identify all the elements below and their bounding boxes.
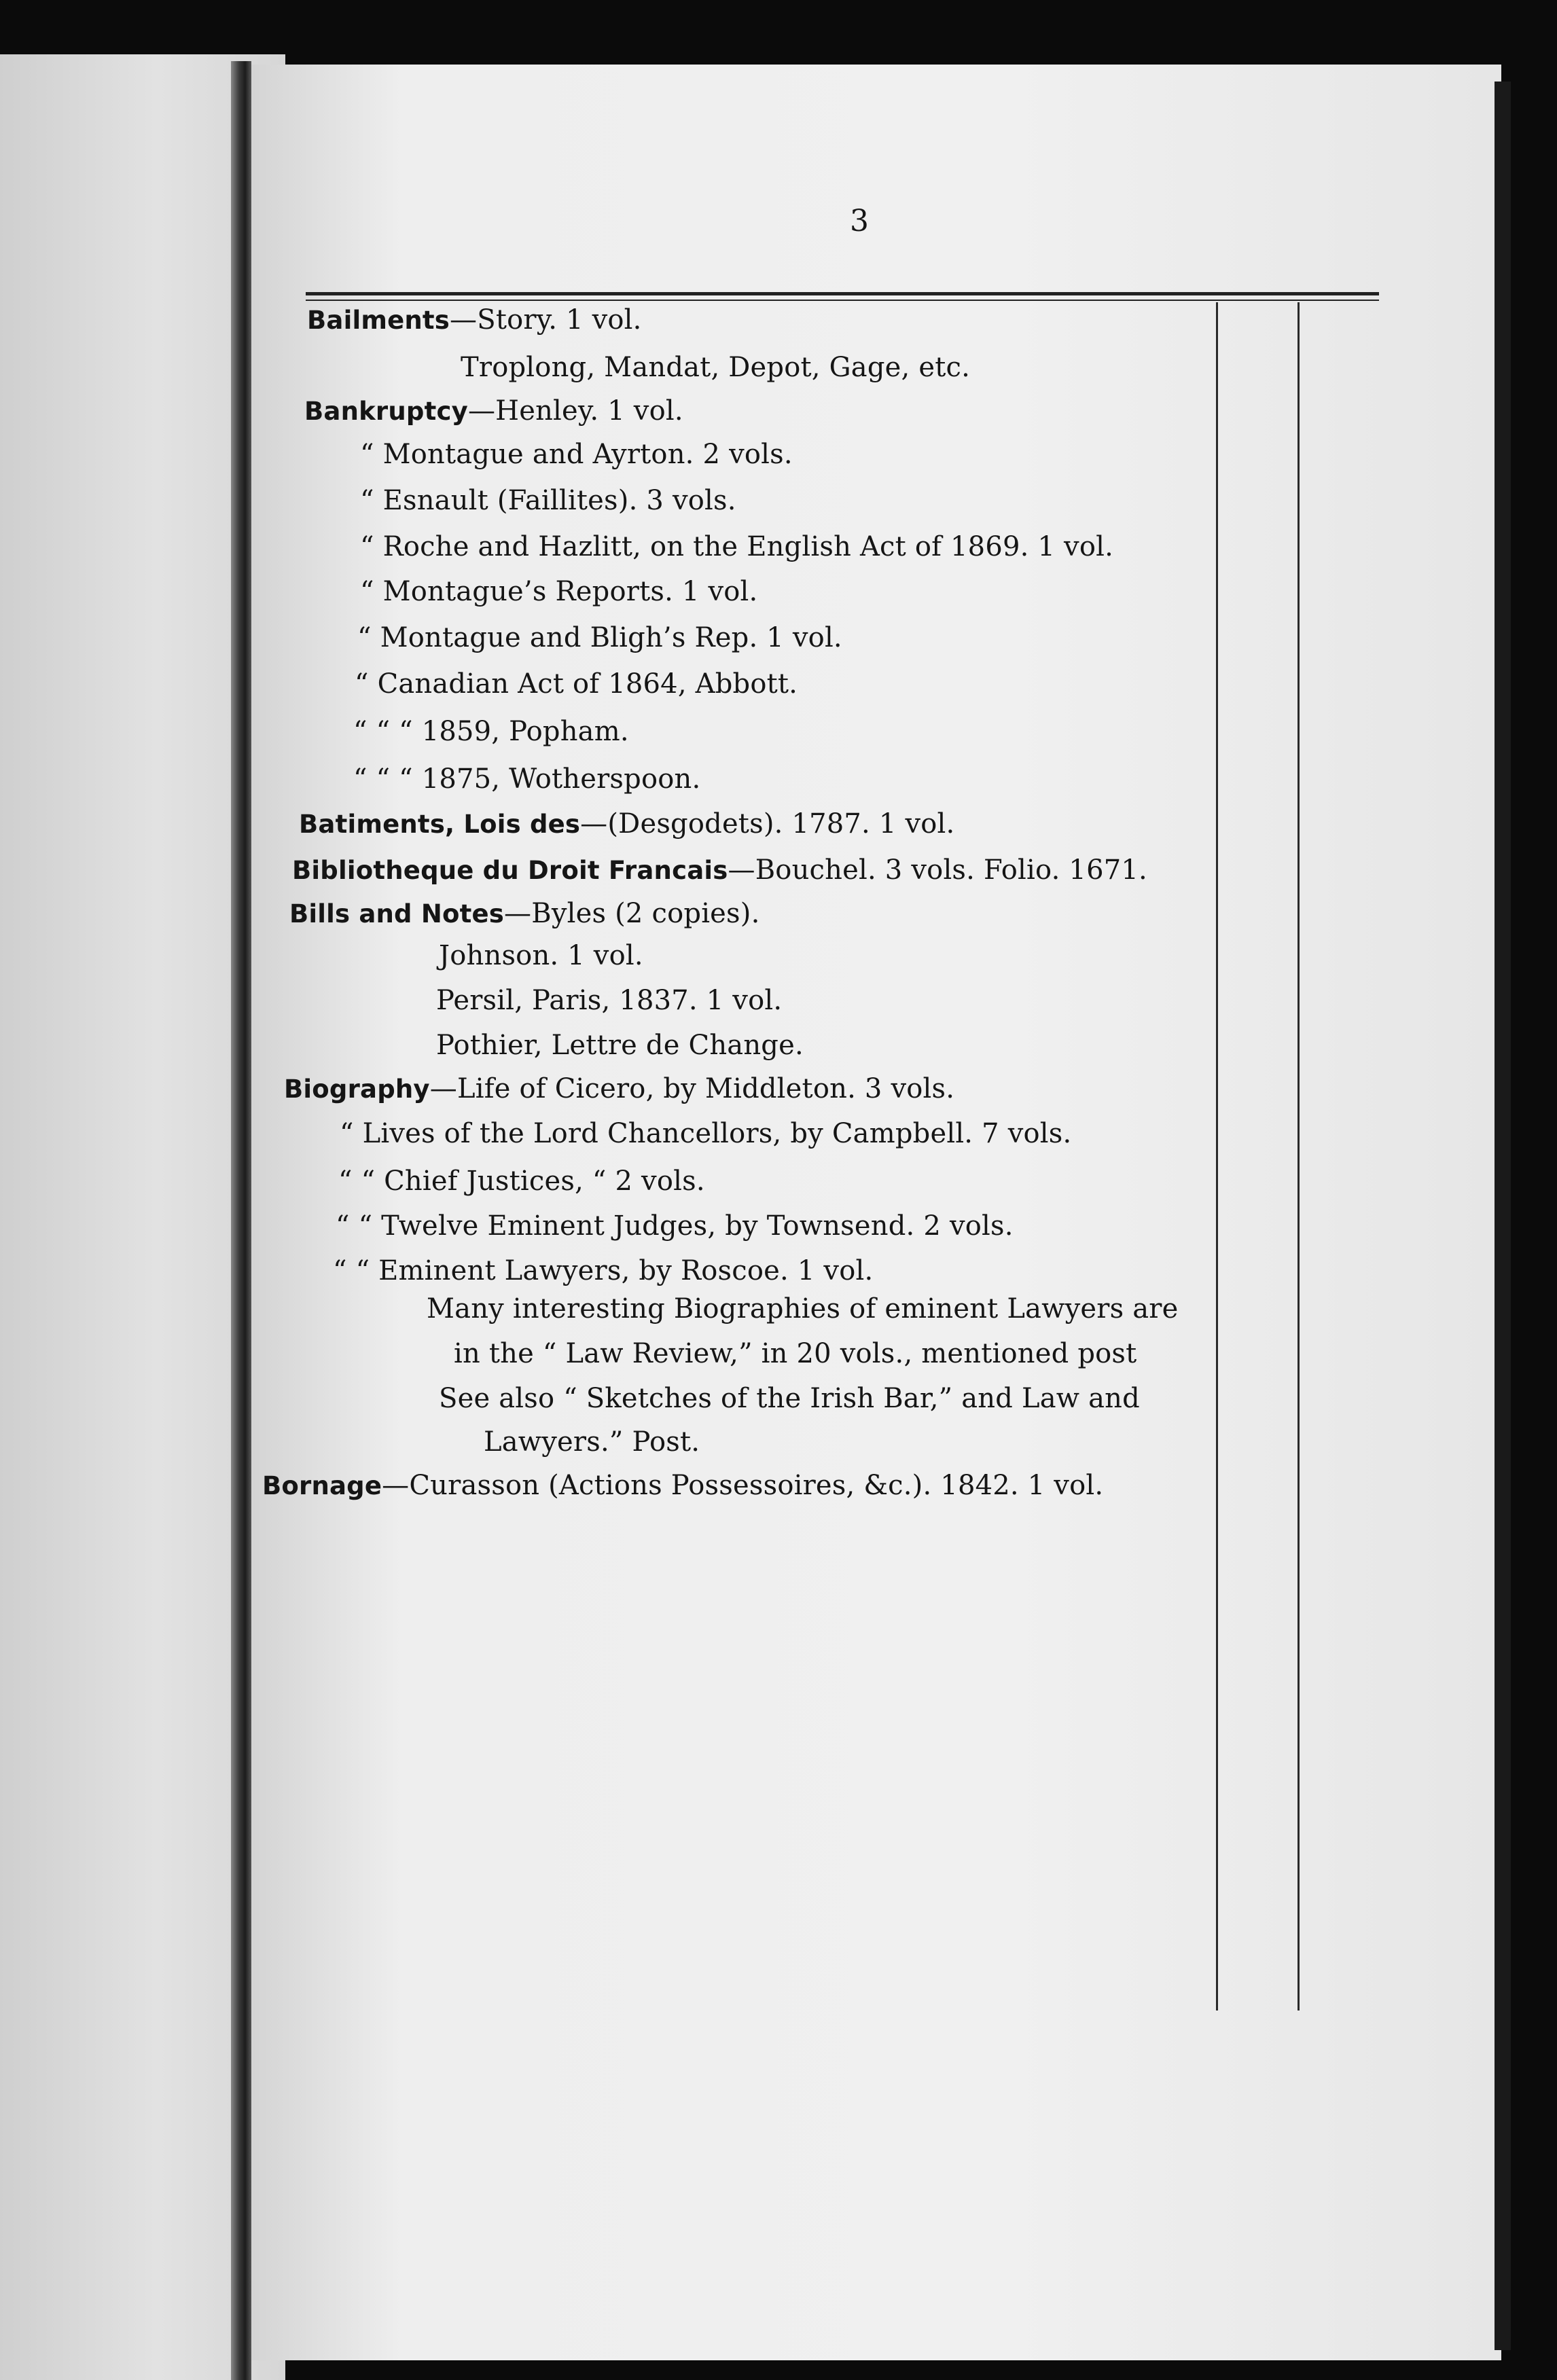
entry-text: “ “ Eminent Lawyers, by Roscoe. 1 vol.	[333, 1255, 874, 1286]
entry-line	[340, 1118, 1071, 1149]
entry-text: —Henley. 1 vol.	[467, 395, 683, 427]
entry-line	[336, 1210, 1014, 1242]
entry-text: “ Canadian Act of 1864, Abbott.	[355, 668, 798, 700]
entry-line	[307, 304, 642, 336]
entry-line	[338, 1166, 705, 1197]
entry-text: —Bouchel. 3 vols. Folio. 1671.	[728, 854, 1147, 886]
column-rule-left	[1216, 302, 1218, 2011]
entry-heading: Biography	[284, 1075, 430, 1104]
entry-text: Persil, Paris, 1837. 1 vol.	[436, 985, 783, 1016]
header-rule-thin	[306, 300, 1379, 301]
entry-heading: Bankruptcy	[304, 397, 468, 426]
entry-text: “ Esnault (Faillites). 3 vols.	[360, 485, 736, 516]
entry-line	[427, 1293, 1178, 1324]
entry-line	[353, 716, 629, 747]
entry-text: “ Montague and Bligh’s Rep. 1 vol.	[357, 622, 842, 653]
entry-line	[439, 1383, 1140, 1414]
header-rule-thick	[306, 292, 1379, 295]
entry-heading: Batiments, Lois des	[299, 810, 581, 839]
entry-text: —Byles (2 copies).	[504, 898, 760, 929]
entry-line	[353, 763, 700, 795]
entry-line	[436, 985, 782, 1016]
entry-line	[360, 439, 793, 470]
page-edge	[1495, 82, 1511, 2350]
entry-text: “ Montague’s Reports. 1 vol.	[360, 576, 758, 607]
entry-heading: Bailments	[307, 306, 450, 335]
entry-text: “ Lives of the Lord Chancellors, by Campbell. 7 vols.	[340, 1118, 1072, 1149]
entry-line	[360, 576, 757, 607]
entry-text: Johnson. 1 vol.	[439, 940, 643, 971]
entry-text: “ Montague and Ayrton. 2 vols.	[360, 439, 793, 470]
entry-heading: Bornage	[262, 1471, 382, 1500]
entry-line	[333, 1255, 873, 1286]
entry-text: —Curasson (Actions Possessoires, &c.). 1842. 1 vol.	[382, 1470, 1104, 1501]
entry-text: “ “ “ 1875, Wotherspoon.	[353, 763, 701, 795]
entry-text: —(Desgodets). 1787. 1 vol.	[580, 808, 955, 840]
book-spine	[231, 61, 251, 2380]
entry-line	[357, 622, 842, 653]
page-number: 3	[850, 204, 869, 238]
entry-text: in the “ Law Review,” in 20 vols., mentioned post	[454, 1338, 1137, 1369]
entry-line	[289, 898, 760, 929]
column-rule-right	[1298, 302, 1300, 2011]
entry-line	[436, 1030, 804, 1061]
entry-line	[360, 531, 1113, 562]
entry-text: “ Roche and Hazlitt, on the English Act of 1869. 1 vol.	[360, 531, 1114, 562]
entry-line	[461, 352, 970, 383]
entry-text: —Life of Cicero, by Middleton. 3 vols.	[429, 1073, 955, 1104]
entry-line	[355, 668, 798, 700]
entry-text: Pothier, Lettre de Change.	[436, 1030, 804, 1061]
entry-line	[284, 1073, 954, 1104]
entry-text: See also “ Sketches of the Irish Bar,” and Law and	[439, 1383, 1140, 1414]
entry-line	[292, 854, 1147, 886]
entry-text: “ “ Twelve Eminent Judges, by Townsend. 2 vols.	[336, 1210, 1014, 1242]
entry-line	[262, 1470, 1103, 1501]
entry-line	[299, 808, 954, 840]
entry-text: “ “ Chief Justices, “ 2 vols.	[338, 1166, 705, 1197]
entry-text: Lawyers.” Post.	[484, 1426, 700, 1458]
entry-line	[439, 940, 643, 971]
entry-heading: Bibliotheque du Droit Francais	[292, 856, 728, 885]
entry-line	[304, 395, 683, 427]
entry-text: Many interesting Biographies of eminent Lawyers are	[427, 1293, 1179, 1324]
entry-text: Troplong, Mandat, Depot, Gage, etc.	[461, 352, 970, 383]
entry-text: “ “ “ 1859, Popham.	[353, 716, 629, 747]
entry-line	[484, 1426, 700, 1458]
entry-line	[454, 1338, 1137, 1369]
entry-heading: Bills and Notes	[289, 899, 505, 928]
entry-text: —Story. 1 vol.	[450, 304, 642, 336]
entry-line	[360, 485, 736, 516]
